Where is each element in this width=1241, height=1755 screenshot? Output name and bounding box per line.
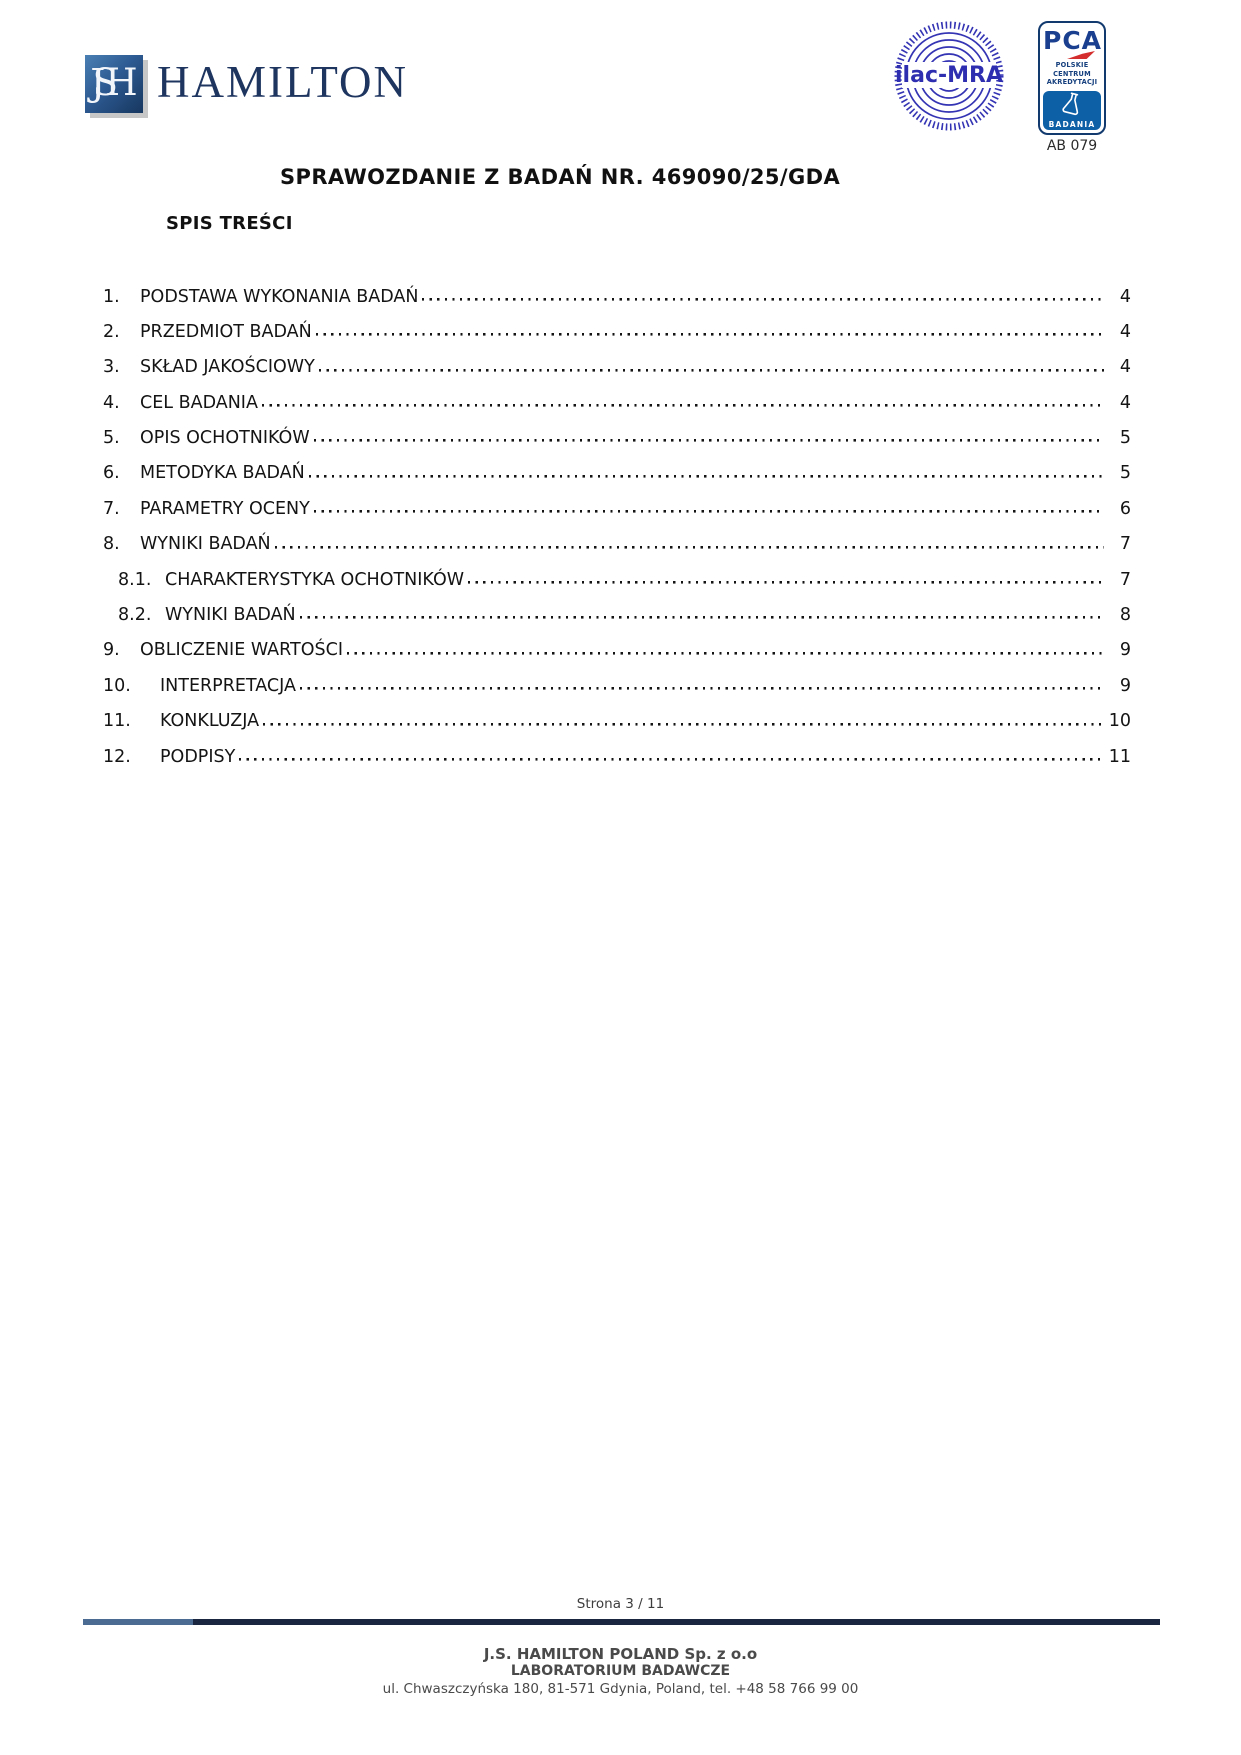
toc-dot-leader [309, 461, 1104, 479]
toc-entry-label: SKŁAD JAKOŚCIOWY [140, 357, 315, 378]
toc-entry-page: 11 [1108, 746, 1131, 767]
toc-entry-label: PARAMETRY OCENY [140, 498, 310, 519]
toc-dot-leader [239, 744, 1104, 762]
toc-dot-leader [314, 496, 1104, 514]
toc-dot-leader [300, 673, 1104, 691]
pca-accreditation-number: AB 079 [1046, 138, 1098, 154]
toc-entry-label: CHARAKTERYSTYKA OCHOTNIKÓW [165, 569, 465, 590]
toc-dot-leader [347, 638, 1104, 656]
toc-entry-number: 12. [103, 746, 131, 767]
toc-entry-page: 9 [1119, 675, 1131, 696]
toc-entry-label: WYNIKI BADAŃ [140, 534, 271, 555]
toc-entry-label: PODSTAWA WYKONANIA BADAŃ [140, 286, 419, 307]
toc-dot-leader [422, 284, 1104, 302]
brand-name: HAMILTON [157, 57, 409, 107]
toc-entry-number: 10. [103, 675, 131, 696]
toc-entry-page: 4 [1119, 286, 1131, 307]
flask-icon [1056, 89, 1088, 121]
toc-entry-number: 4. [103, 392, 120, 413]
toc-entry-page: 7 [1119, 534, 1131, 555]
ilac-mra-seal-icon [893, 20, 1005, 132]
toc-entry-page: 6 [1119, 498, 1131, 519]
toc-entry [103, 673, 1131, 708]
toc-entry [103, 426, 1131, 461]
footer-address: ul. Chwaszczyńska 180, 81-571 Gdynia, Poland, tel. +48 58 766 99 00 [382, 1681, 859, 1697]
toc-entry-page: 5 [1119, 428, 1131, 449]
toc-entry [103, 638, 1131, 673]
toc-entry-label: CEL BADANIA [140, 392, 258, 413]
toc-entry [103, 461, 1131, 496]
toc-entry-number: 7. [103, 498, 120, 519]
toc-entry-page: 5 [1119, 463, 1131, 484]
toc-entry [103, 355, 1131, 390]
toc-entry-number: 8. [103, 534, 120, 555]
toc-entry-page: 4 [1119, 392, 1131, 413]
footer-company: J.S. HAMILTON POLAND Sp. z o.o [483, 1645, 758, 1663]
toc-dot-leader [263, 709, 1104, 727]
ilac-mra-label: ilac-MRA [895, 63, 1003, 88]
toc-dot-leader [275, 532, 1104, 550]
jsh-hamilton-logo [85, 55, 408, 113]
pca-category: BADANIA [1048, 120, 1096, 130]
toc-entry [103, 709, 1131, 744]
toc-entry-page: 9 [1119, 640, 1131, 661]
pca-subtitle: POLSKIE CENTRUM AKREDYTACJI [1046, 61, 1098, 87]
pca-badania-panel [1043, 91, 1101, 130]
toc-dot-leader [319, 355, 1104, 373]
toc-entry-number: 3. [103, 357, 120, 378]
toc-entry-label: OBLICZENIE WARTOŚCI [140, 640, 343, 661]
pca-badge [1038, 21, 1106, 135]
toc-entry-page: 4 [1119, 321, 1131, 342]
toc-entry-page: 8 [1119, 605, 1131, 626]
toc-entry [103, 319, 1131, 354]
toc-entry-page: 4 [1119, 357, 1131, 378]
toc-dot-leader [300, 603, 1104, 621]
toc-entry-label: OPIS OCHOTNIKÓW [140, 428, 310, 449]
toc-entry-label: WYNIKI BADAŃ [165, 605, 296, 626]
toc-entry-number: 5. [103, 428, 120, 449]
footer-department: LABORATORIUM BADAWCZE [510, 1663, 731, 1679]
toc-dot-leader [316, 319, 1104, 337]
toc-entry-label: PRZEDMIOT BADAŃ [140, 321, 312, 342]
toc-dot-leader [468, 567, 1104, 585]
toc-entry-label: PODPISY [160, 746, 236, 767]
toc-entry [103, 567, 1131, 602]
document-title: SPRAWOZDANIE Z BADAŃ NR. 469090/25/GDA [280, 165, 841, 189]
toc-entry-page: 10 [1108, 711, 1131, 732]
toc-heading: SPIS TREŚCI [166, 213, 293, 234]
toc-entry-label: INTERPRETACJA [160, 675, 296, 696]
toc-entry-number: 1. [103, 286, 120, 307]
toc-entry-number: 11. [103, 711, 131, 732]
toc-entry-page: 7 [1119, 569, 1131, 590]
pca-acronym: PCA [1043, 26, 1103, 55]
toc-entry [103, 284, 1131, 319]
toc-entry [103, 744, 1131, 779]
toc-entry-number: 9. [103, 640, 120, 661]
toc-entry [103, 532, 1131, 567]
toc-entry [103, 603, 1131, 638]
page-indicator: Strona 3 / 11 [576, 1596, 665, 1612]
jsh-monogram-text: JSH [90, 61, 126, 104]
toc-entry-number: 2. [103, 321, 120, 342]
toc-dot-leader [314, 426, 1104, 444]
toc-entry-number: 8.1. [118, 569, 152, 590]
toc-entry [103, 390, 1131, 425]
toc-entry-number: 6. [103, 463, 120, 484]
toc-entry [103, 496, 1131, 531]
toc-dot-leader [262, 390, 1104, 408]
toc-entry-label: METODYKA BADAŃ [140, 463, 305, 484]
jsh-monogram-icon [85, 55, 143, 113]
toc-entry-label: KONKLUZJA [160, 711, 260, 732]
footer-divider [83, 1619, 1160, 1625]
toc-entry-number: 8.2. [118, 605, 152, 626]
toc-list [103, 284, 1131, 779]
